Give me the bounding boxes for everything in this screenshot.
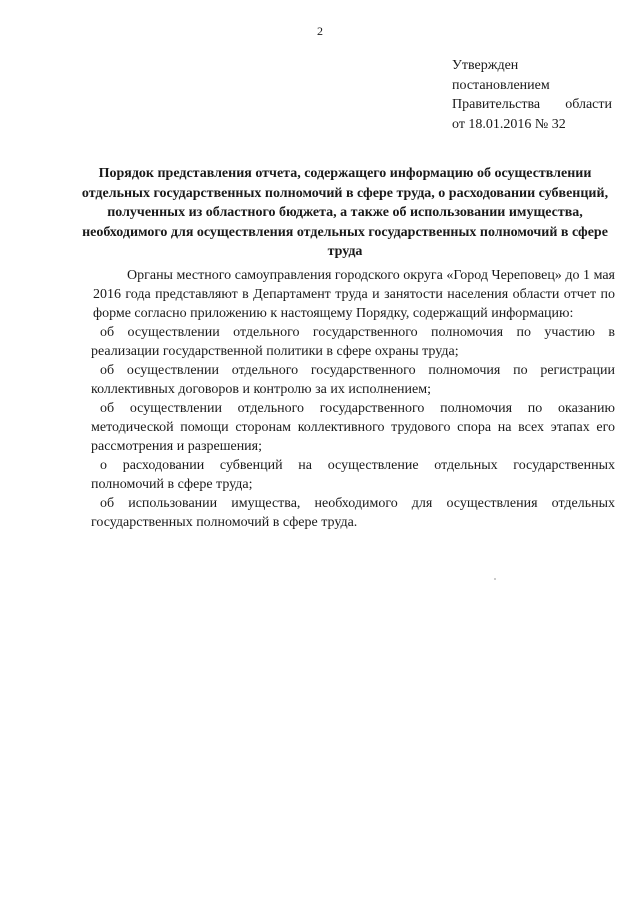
scan-speck <box>494 578 496 580</box>
list-item <box>91 456 615 494</box>
approval-region-word: области <box>565 97 612 112</box>
approval-block <box>452 56 612 134</box>
intro-paragraph: Органы местного самоуправления городского округа «Город Череповец» до 1 мая 2016 года представляют в Департамент труда и занятости населения области отчет по форме согласно приложению к настоящему Порядку, содержащий информацию: <box>93 268 615 321</box>
list-item-text: об использовании имущества, необходимого для осуществления отдельных государственных полномочий в сфере труда. <box>91 496 615 530</box>
approval-government-word: Правительства <box>452 97 541 112</box>
list-item <box>91 399 615 456</box>
page-number: 2 <box>317 24 323 38</box>
approval-line-approved: Утвержден <box>452 58 519 73</box>
document-title: Порядок представления отчета, содержащего информацию об осуществлении отдельных государственных полномочий в сфере труда, о расходовании субвенций, полученных из областного бюджета, а также об использовании имущества, необходимого для осуществления отдельных государственных полномочий в сфере труда <box>81 166 609 259</box>
list-item <box>91 494 615 532</box>
list-item-text: об осуществлении отдельного государственного полномочия по участию в реализации государственной политики в сфере охраны труда; <box>91 325 615 359</box>
approval-line-date-number: от 18.01.2016 № 32 <box>452 116 566 132</box>
items-list <box>91 323 615 532</box>
list-item <box>91 323 615 361</box>
list-item-text: об осуществлении отдельного государственного полномочия по оказанию методической помощи сторонам коллективного трудового спора на всех этапах его рассмотрения и разрешения; <box>91 401 615 454</box>
approval-line-resolution: постановлением <box>452 77 550 93</box>
list-item-text: об осуществлении отдельного государственного полномочия по регистрации коллективных договоров и контролю за их исполнением; <box>91 363 615 397</box>
approval-line-government <box>452 95 612 115</box>
list-item <box>91 361 615 399</box>
document-body <box>93 266 615 532</box>
list-item-text: о расходовании субвенций на осуществление отдельных государственных полномочий в сфере труда; <box>91 458 615 492</box>
